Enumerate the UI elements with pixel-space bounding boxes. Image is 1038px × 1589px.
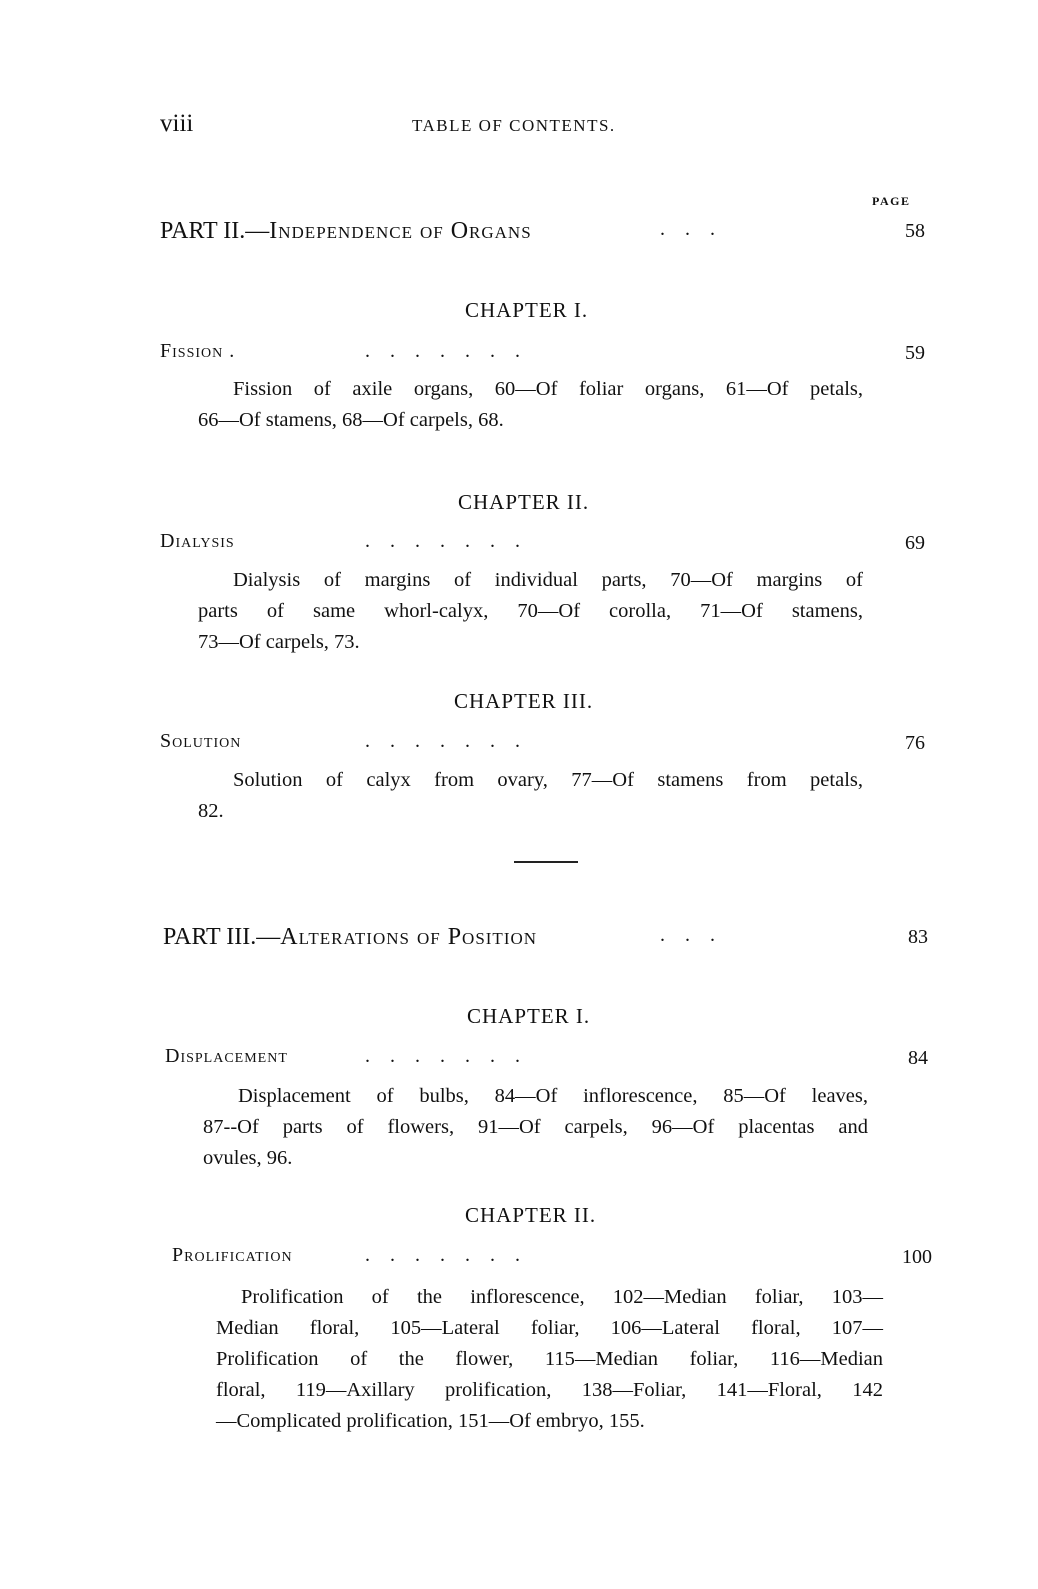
- leader-dots: . . . . . . .: [365, 730, 520, 752]
- page-number: 69: [905, 532, 925, 554]
- entry-title: Prolification: [172, 1244, 293, 1266]
- part-number: PART II.—: [160, 218, 270, 244]
- entry-title: Dialysis: [160, 530, 235, 552]
- page-number: 84: [908, 1047, 928, 1069]
- summary-line: Solution of calyx from ovary, 77—Of stamens from petals,: [233, 769, 863, 791]
- summary-line: 82.: [198, 800, 224, 822]
- toc-entry: [160, 730, 925, 760]
- summary-line: parts of same whorl-calyx, 70—Of corolla, 71—Of stamens,: [198, 600, 863, 622]
- page-number: 100: [902, 1246, 932, 1268]
- leader-dots: . . . . . . .: [365, 1045, 520, 1067]
- summary-line: Dialysis of margins of individual parts, 70—Of margins of: [233, 569, 863, 591]
- page-number: 58: [905, 220, 925, 242]
- page-number: 83: [908, 926, 928, 948]
- chapter-heading: CHAPTER III.: [454, 689, 594, 713]
- summary-line: 73—Of carpels, 73.: [198, 631, 360, 653]
- summary-line: Displacement of bulbs, 84—Of inflorescence, 85—Of leaves,: [238, 1085, 868, 1107]
- chapter-summary: [216, 1282, 883, 1437]
- leader-dots: . . . . . . .: [365, 340, 520, 362]
- toc-entry: [165, 1045, 928, 1075]
- chapter-heading: CHAPTER I.: [467, 1004, 591, 1028]
- summary-line: —Complicated prolification, 151—Of embryo, 155.: [216, 1410, 645, 1432]
- chapter-summary: [198, 374, 863, 436]
- toc-entry: [160, 530, 925, 560]
- page-number: 59: [905, 342, 925, 364]
- summary-line: Median floral, 105—Lateral foliar, 106—Lateral floral, 107—: [216, 1317, 883, 1339]
- leader-dots: . . . . . . .: [365, 530, 520, 552]
- part-title: Alterations of Position: [280, 924, 538, 950]
- toc-entry: [172, 1244, 932, 1274]
- part-number: PART III.—: [163, 924, 281, 950]
- chapter-summary: [198, 765, 863, 827]
- chapter-summary: [203, 1081, 868, 1174]
- leader-dots: . . .: [660, 218, 715, 240]
- summary-line: Prolification of the flower, 115—Median foliar, 116—Median: [216, 1348, 883, 1370]
- entry-title: Displacement: [165, 1045, 288, 1067]
- leader-dots: . . . . . . .: [365, 1244, 520, 1266]
- summary-line: floral, 119—Axillary prolification, 138—Foliar, 141—Floral, 142: [216, 1379, 883, 1401]
- part-title: Independence of Organs: [269, 218, 532, 244]
- part-heading: [160, 218, 925, 250]
- toc-entry: [160, 340, 925, 370]
- page-folio: viii: [160, 110, 194, 137]
- entry-title: Solution: [160, 730, 242, 752]
- summary-line: ovules, 96.: [203, 1147, 293, 1169]
- chapter-heading: CHAPTER II.: [458, 490, 590, 514]
- chapter-heading: CHAPTER II.: [465, 1203, 597, 1227]
- section-divider: [514, 861, 578, 863]
- summary-line: Fission of axile organs, 60—Of foliar organs, 61—Of petals,: [233, 378, 863, 400]
- entry-title: Fission .: [160, 340, 236, 362]
- chapter-heading: CHAPTER I.: [465, 298, 589, 322]
- page-number: 76: [905, 732, 925, 754]
- page-column-label: PAGE: [872, 194, 911, 208]
- summary-line: 66—Of stamens, 68—Of carpels, 68.: [198, 409, 504, 431]
- summary-line: 87--Of parts of flowers, 91—Of carpels, 96—Of placentas and: [203, 1116, 868, 1138]
- summary-line: Prolification of the inflorescence, 102—Median foliar, 103—: [241, 1286, 883, 1308]
- running-head: TABLE OF CONTENTS.: [412, 116, 616, 135]
- part-heading: [163, 924, 928, 956]
- chapter-summary: [198, 565, 863, 658]
- leader-dots: . . .: [660, 924, 715, 946]
